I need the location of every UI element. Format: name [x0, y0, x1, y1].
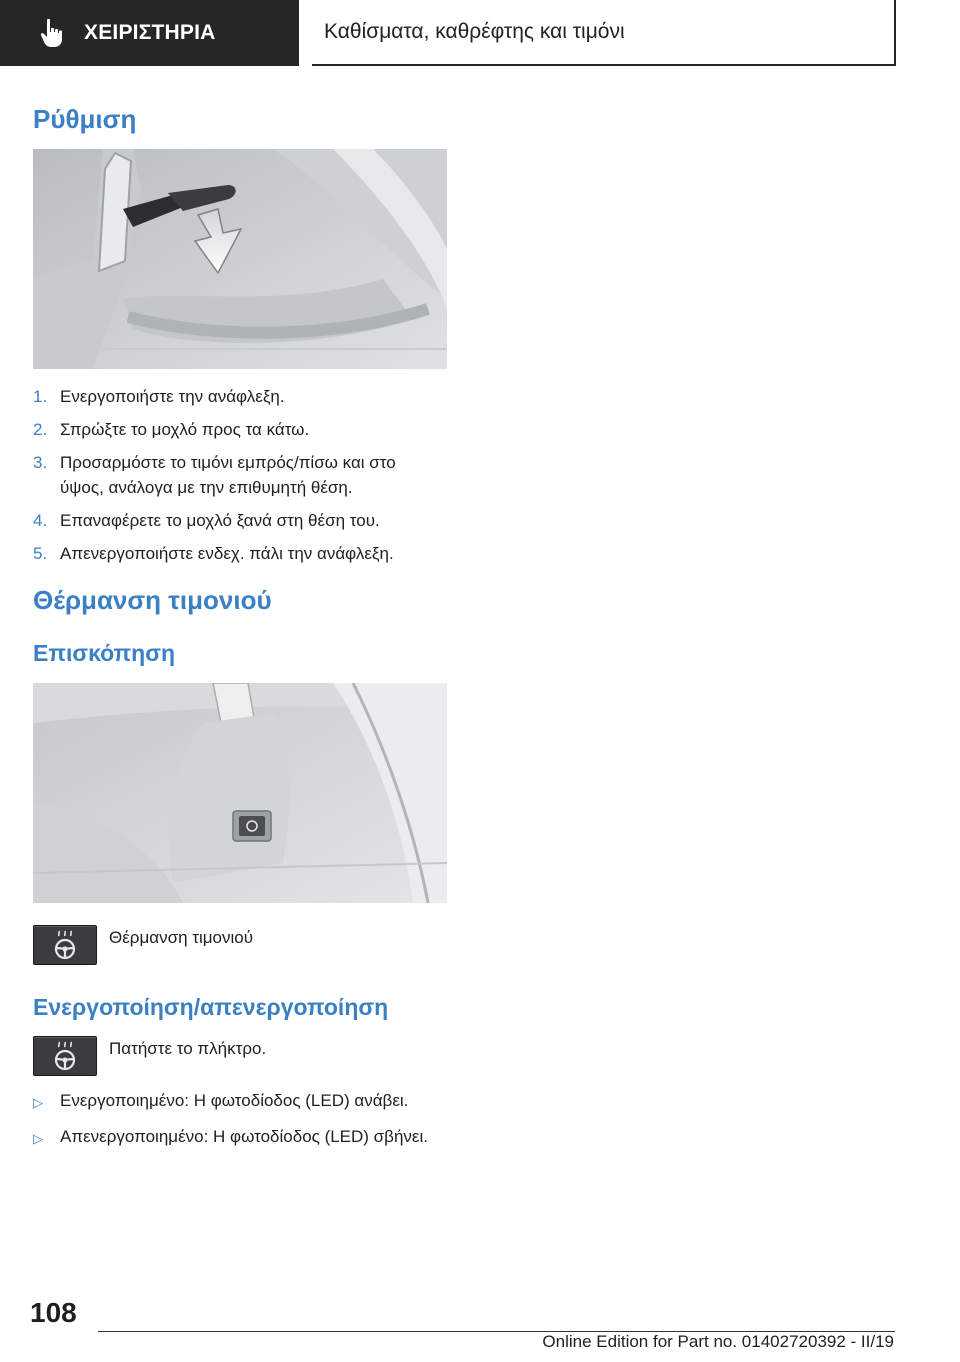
heated-steering-wheel-icon — [50, 1041, 80, 1071]
heating-icon-row — [33, 925, 253, 965]
step-number: 4. — [33, 511, 48, 530]
section-tab — [0, 0, 299, 66]
chapter-header — [312, 0, 896, 66]
steering-heating-button[interactable] — [33, 925, 97, 965]
list-item — [33, 384, 443, 409]
adjust-heading: Ρύθμιση — [33, 104, 137, 134]
step-number: 2. — [33, 420, 48, 439]
triangle-right-icon: ▷ — [33, 1131, 43, 1146]
status-bullets — [33, 1088, 443, 1160]
page-number: 108 — [30, 1297, 77, 1328]
adjust-steps — [33, 384, 443, 574]
triangle-right-icon: ▷ — [33, 1095, 43, 1110]
heating-icon-caption: Θέρμανση τιμονιού — [109, 928, 254, 947]
list-item — [33, 1088, 443, 1115]
step-number: 3. — [33, 453, 48, 472]
step-text: Επαναφέρετε το μοχλό ξανά στη θέση του. — [60, 511, 380, 530]
heated-steering-wheel-icon — [50, 930, 80, 960]
toggle-icon-row — [33, 1036, 266, 1076]
step-text: Σπρώξτε το μοχλό προς τα κάτω. — [60, 420, 310, 439]
list-item — [33, 508, 443, 533]
list-item — [33, 1124, 443, 1151]
step-text: Προσαρμόστε το τιμόνι εμπρός/πίσω και στο ύψος, ανάλογα με την επιθυμητή θέση. — [60, 453, 396, 497]
list-item — [33, 541, 443, 566]
list-item — [33, 450, 443, 500]
step-number: 1. — [33, 387, 48, 406]
steering-heating-button[interactable] — [33, 1036, 97, 1076]
toggle-caption: Πατήστε το πλήκτρο. — [109, 1039, 267, 1058]
step-text: Ενεργοποιήστε την ανάφλεξη. — [60, 387, 285, 406]
overview-heading: Επισκόπηση — [33, 640, 175, 666]
heating-heading: Θέρμανση τιμονιού — [33, 585, 272, 615]
section-label: ΧΕΙΡΙΣΤΗΡΙΑ — [84, 21, 216, 44]
steering-column-illustration — [33, 683, 447, 903]
step-number: 5. — [33, 544, 48, 563]
steering-lever-illustration — [33, 149, 447, 369]
chapter-title: Καθίσματα, καθρέφτης και τιμόνι — [324, 20, 625, 43]
step-text: Απενεργοποιήστε ενδεχ. πάλι την ανάφλεξη. — [60, 544, 394, 563]
bullet-text: Απενεργοποιημένο: Η φωτοδίοδος (LED) σβήνει. — [60, 1127, 428, 1146]
toggle-heading: Ενεργοποίηση/απενεργοποίηση — [33, 994, 389, 1020]
edition-note: Online Edition for Part no. 01402720392 - II/19 — [542, 1332, 894, 1351]
bullet-text: Ενεργοποιημένο: Η φωτοδίοδος (LED) ανάβει. — [60, 1091, 409, 1110]
pointing-hand-icon — [36, 16, 70, 50]
list-item — [33, 417, 443, 442]
